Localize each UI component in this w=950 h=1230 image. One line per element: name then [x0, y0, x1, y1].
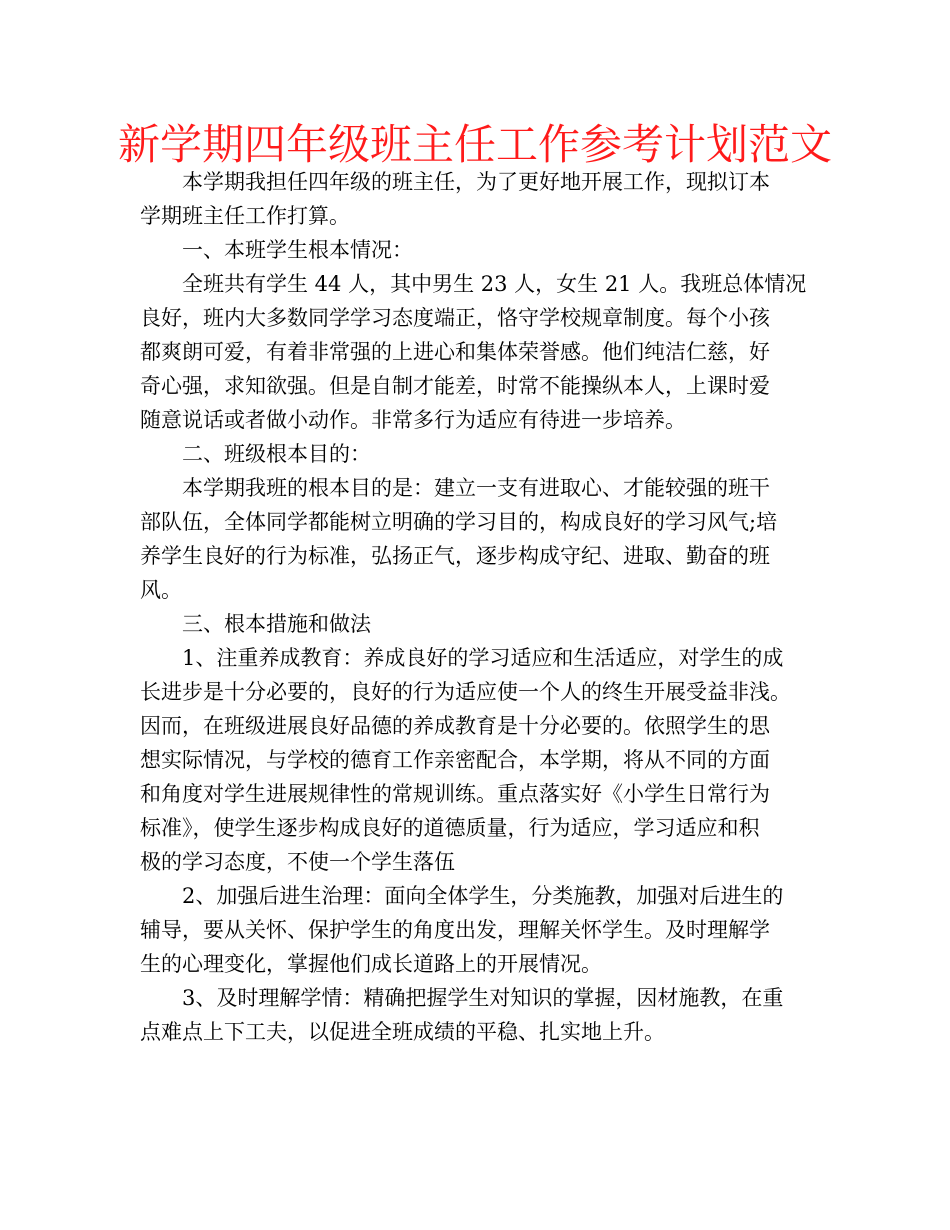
- text-line: 1、注重养成教育：养成良好的学习适应和生活适应，对学生的成: [182, 646, 784, 670]
- text-line: 全班共有学生 44 人，其中男生 23 人，女生 21 人。我班总体情况: [182, 272, 807, 296]
- text-line: 学期班主任工作打算。: [140, 204, 350, 228]
- text-line: 风。: [140, 578, 182, 602]
- text-line: 3、及时理解学情：精确把握学生对知识的掌握，因材施教，在重: [182, 986, 784, 1010]
- text-line: 本学期我班的根本目的是：建立一支有进取心、才能较强的班干: [182, 476, 770, 500]
- text-line: 和角度对学生进展规律性的常规训练。重点落实好《小学生日常行为: [140, 782, 770, 806]
- text-line: 一、本班学生根本情况：: [182, 238, 413, 262]
- text-line: 本学期我担任四年级的班主任，为了更好地开展工作，现拟订本: [182, 170, 770, 194]
- text-line: 辅导，要从关怀、保护学生的角度出发，理解关怀学生。及时理解学: [140, 918, 770, 942]
- text-line: 养学生良好的行为标准，弘扬正气，逐步构成守纪、进取、勤奋的班: [140, 544, 770, 568]
- text-line: 长进步是十分必要的，良好的行为适应使一个人的终生开展受益非浅。: [140, 680, 791, 704]
- text-line: 标准》，使学生逐步构成良好的道德质量，行为适应，学习适应和积: [140, 816, 760, 840]
- text-line: 良好，班内大多数同学学习态度端正，恪守学校规章制度。每个小孩: [140, 306, 770, 330]
- text-line: 点难点上下工夫，以促进全班成绩的平稳、扎实地上升。: [140, 1020, 665, 1044]
- text-line: 都爽朗可爱，有着非常强的上进心和集体荣誉感。他们纯洁仁慈，好: [140, 340, 770, 364]
- document-title: 新学期四年级班主任工作参考计划范文: [117, 120, 832, 169]
- text-line: 部队伍，全体同学都能树立明确的学习目的，构成良好的学习风气;培: [140, 510, 778, 534]
- document-body: [140, 165, 830, 1049]
- text-line: 奇心强，求知欲强。但是自制才能差，时常不能操纵本人，上课时爱: [140, 374, 770, 398]
- text-line: 生的心理变化，掌握他们成长道路上的开展情况。: [140, 952, 602, 976]
- text-line: 二、班级根本目的：: [182, 442, 371, 466]
- text-line: 三、根本措施和做法: [182, 612, 371, 636]
- text-line: 想实际情况，与学校的德育工作亲密配合，本学期，将从不同的方面: [140, 748, 770, 772]
- text-line: 因而，在班级进展良好品德的养成教育是十分必要的。依照学生的思: [140, 714, 770, 738]
- text-line: 随意说话或者做小动作。非常多行为适应有待进一步培养。: [140, 408, 686, 432]
- text-line: 极的学习态度，不使一个学生落伍: [140, 850, 455, 874]
- text-line: 2、加强后进生治理：面向全体学生，分类施教，加强对后进生的: [182, 884, 784, 908]
